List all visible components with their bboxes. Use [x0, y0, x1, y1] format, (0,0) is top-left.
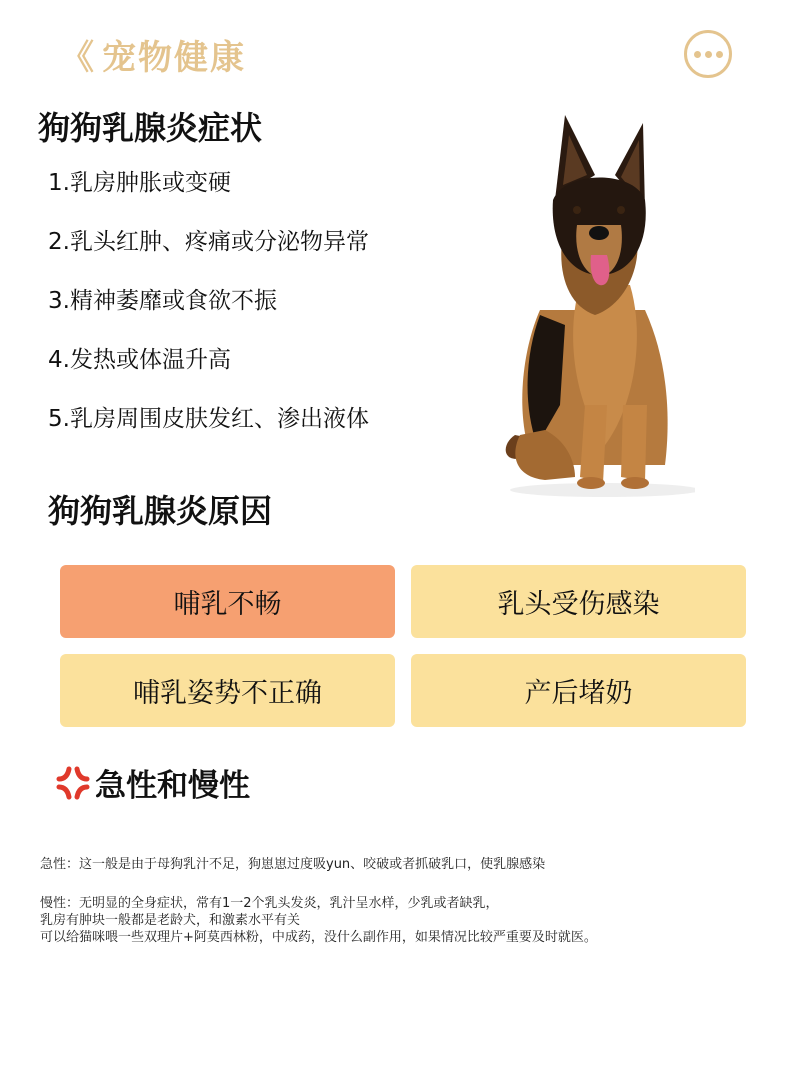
anger-symbol-icon	[55, 765, 91, 801]
symptoms-title: 狗狗乳腺炎症状	[38, 109, 263, 147]
list-item: 2.乳头红肿、疼痛或分泌物异常	[48, 229, 369, 255]
chronic-text-line: 慢性：无明显的全身症状，常有1一2个乳头发炎，乳汁呈水样，少乳或者缺乳，	[40, 896, 499, 911]
list-item: 3.精神萎靡或食欲不振	[48, 288, 277, 314]
notes	[40, 856, 780, 946]
causes-title: 狗狗乳腺炎原因	[48, 492, 273, 530]
list-item: 4.发热或体温升高	[48, 347, 231, 373]
more-dot	[705, 51, 712, 58]
cause-card: 哺乳不畅	[60, 565, 395, 638]
more-dots-icon	[694, 51, 701, 58]
german-shepherd-dog-image	[495, 105, 695, 500]
list-item: 1.乳房肿胀或变硬	[48, 170, 231, 196]
spacer	[40, 873, 780, 895]
symptoms-list	[48, 168, 369, 463]
cause-card: 产后堵奶	[411, 654, 746, 727]
chronic-text-line: 乳房有肿块一般都是老龄犬，和激素水平有关	[40, 913, 301, 928]
causes-grid	[60, 565, 746, 727]
types-title: 急性和慢性	[95, 768, 250, 804]
acute-text: 急性：这一般是由于母狗乳汁不足，狗崽崽过度吸yun、咬破或者抓破乳口，使乳腺感染	[40, 857, 546, 872]
page-title: 宠物健康	[102, 38, 246, 78]
more-options-button[interactable]	[684, 30, 732, 78]
cause-card: 哺乳姿势不正确	[60, 654, 395, 727]
types-heading	[55, 760, 250, 805]
chronic-text-line: 可以给猫咪喂一些双理片+阿莫西林粉，中成药，没什么副作用，如果情况比较严重要及时就医。	[40, 930, 597, 945]
list-item: 5.乳房周围皮肤发红、渗出液体	[48, 406, 369, 432]
header	[0, 0, 800, 100]
double-chevron-left-icon: 《	[60, 38, 96, 78]
back-button[interactable]	[60, 30, 246, 79]
more-dot	[716, 51, 723, 58]
cause-card: 乳头受伤感染	[411, 565, 746, 638]
